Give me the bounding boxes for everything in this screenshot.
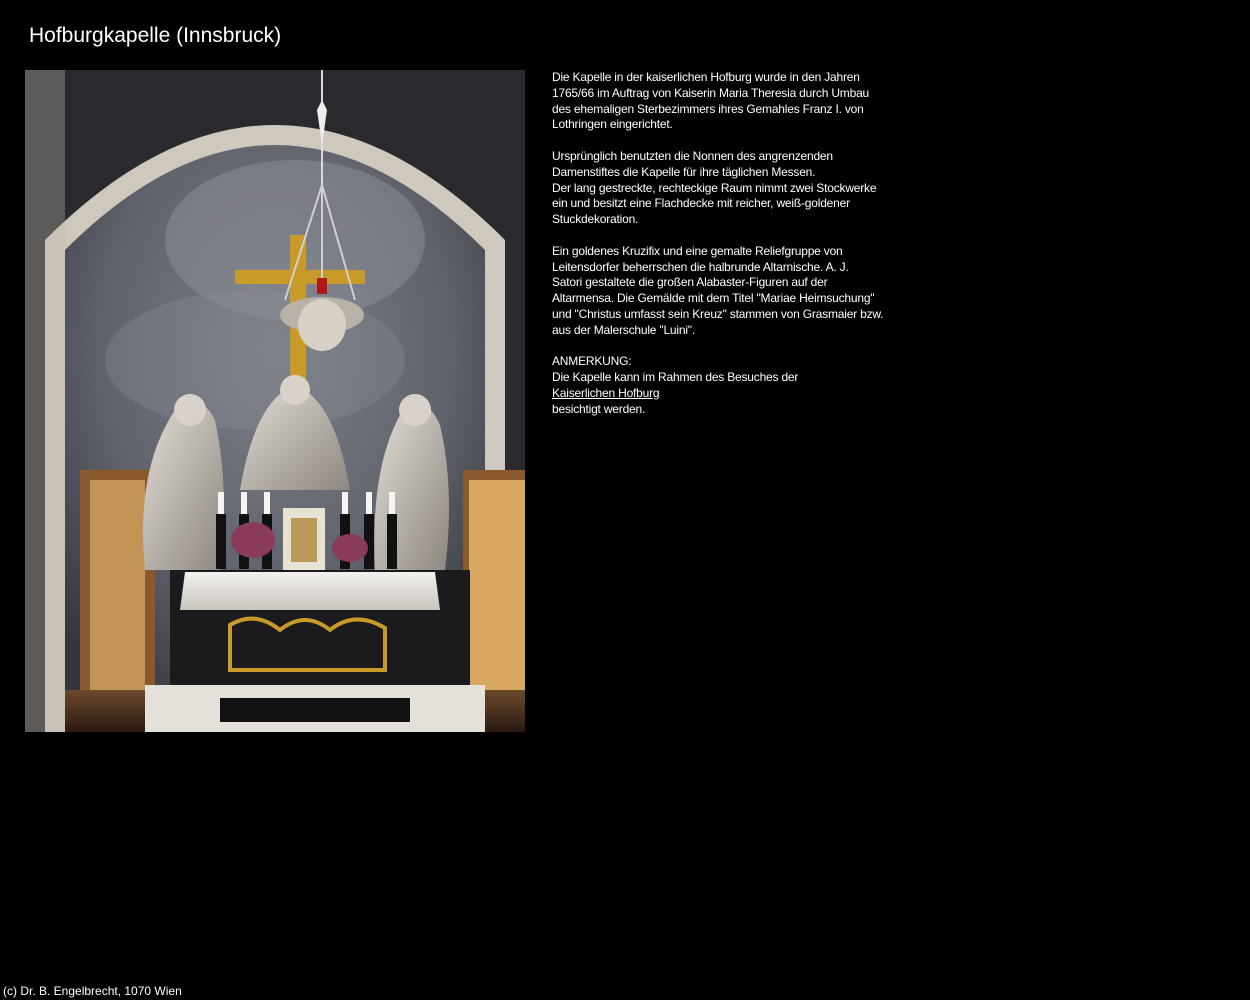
text-line: Ursprünglich benutzten die Nonnen des angrenzenden <box>552 148 833 163</box>
note-text-end: besichtigt werden. <box>552 401 646 416</box>
note-heading: ANMERKUNG: <box>552 354 632 369</box>
text-line: Satori gestaltete die großen Alabaster-Figuren auf der <box>552 275 828 290</box>
text-line: Stuckdekoration. <box>552 212 639 227</box>
text-line: Die Kapelle in der kaiserlichen Hofburg wurde in den Jahren <box>552 70 860 84</box>
text-line: Damenstiftes die Kapelle für ihre täglichen Messen. <box>552 164 816 179</box>
footer-copyright: (c) Dr. B. Engelbrecht, 1070 Wien <box>3 984 182 998</box>
note-text: Die Kapelle kann im Rahmen des Besuches der <box>552 370 799 385</box>
text-line: des ehemaligen Sterbezimmers ihres Gemahles Franz I. von <box>552 101 864 116</box>
hofburg-link[interactable]: Kaiserlichen Hofburg <box>552 385 660 400</box>
paragraph-note <box>552 354 904 417</box>
chapel-altar-photo <box>25 70 525 732</box>
text-line: Leitensdorfer beherrschen die halbrunde Altarnische. A. J. <box>552 259 849 274</box>
text-line: Der lang gestreckte, rechteckige Raum nimmt zwei Stockwerke <box>552 180 877 195</box>
page-title: Hofburgkapelle (Innsbruck) <box>29 24 282 47</box>
paragraph-history <box>552 70 904 133</box>
paragraph-usage <box>552 149 904 228</box>
text-line: und "Christus umfasst sein Kreuz" stammen von Grasmaier bzw. <box>552 306 884 321</box>
description-text <box>552 70 904 433</box>
text-line: Ein goldenes Kruzifix und eine gemalte Reliefgruppe von <box>552 243 843 258</box>
paragraph-art <box>552 244 904 339</box>
text-line: aus der Malerschule "Luini". <box>552 322 695 337</box>
text-line: ein und besitzt eine Flachdecke mit reicher, weiß-goldener <box>552 196 850 211</box>
text-line: 1765/66 im Auftrag von Kaiserin Maria Theresia durch Umbau <box>552 85 870 100</box>
text-line: Altarmensa. Die Gemälde mit dem Titel "Mariae Heimsuchung" <box>552 291 875 306</box>
text-line: Lothringen eingerichtet. <box>552 117 673 132</box>
